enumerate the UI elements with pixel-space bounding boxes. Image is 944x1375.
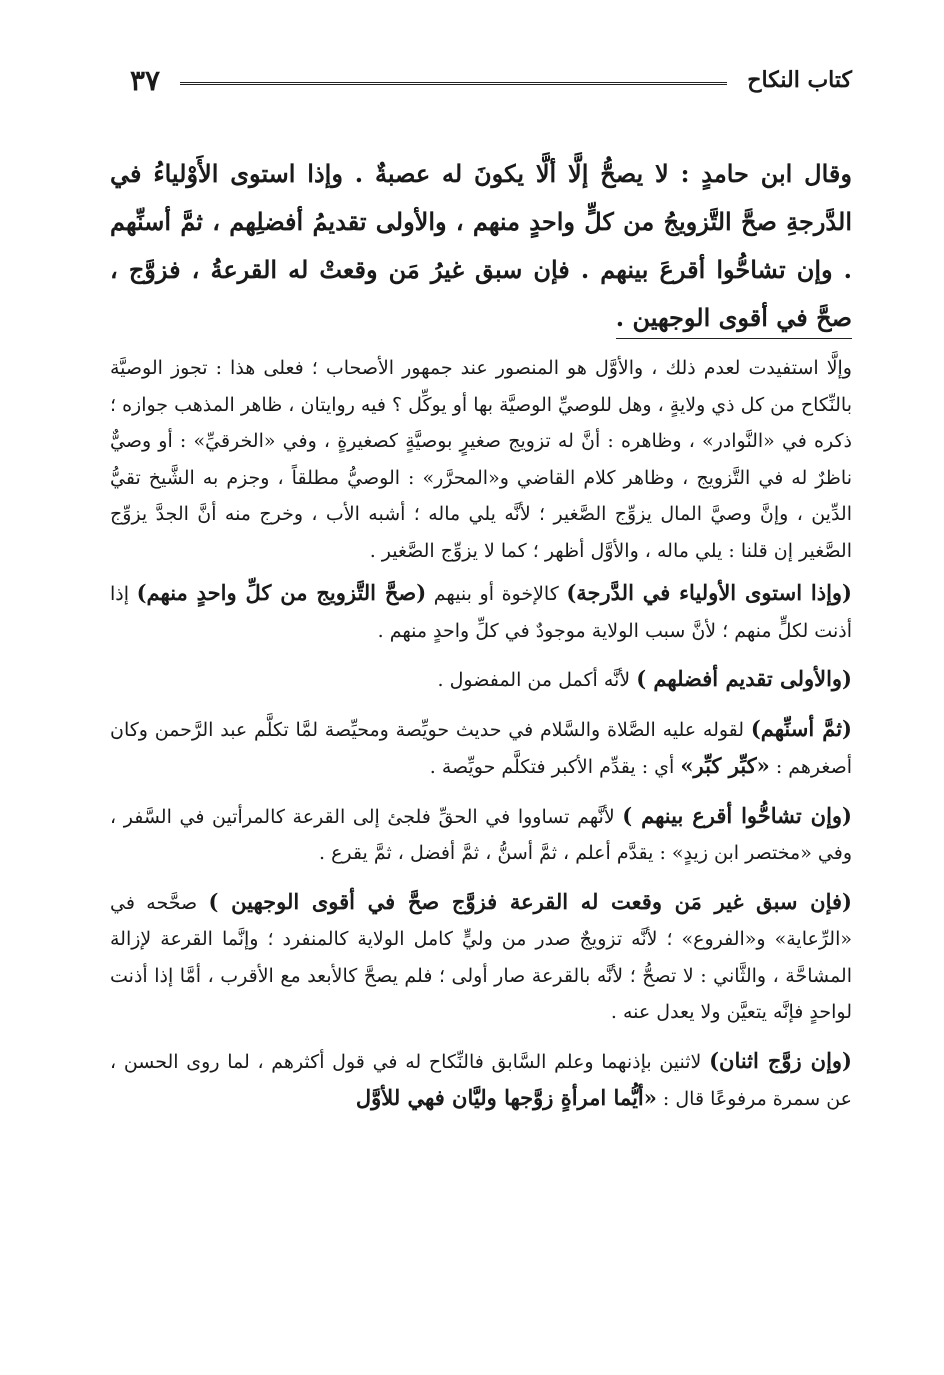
- commentary-text: لقوله عليه الصَّلاة والسَّلام في حديث حويِّصة ومحيِّصة لمَّا تكلَّم عبد الرَّحمن وكان أصغرهم :: [110, 718, 852, 778]
- page-header: [130, 50, 852, 110]
- running-title: كتاب النكاح: [747, 67, 852, 93]
- page-number: ٣٧: [130, 63, 161, 97]
- commentary-paragraph: [110, 575, 852, 649]
- quoted-matn-phrase: (والأولى تقديم أفضلهم ): [636, 666, 852, 691]
- header-rule: [180, 82, 727, 85]
- quoted-matn-phrase: (صحَّ التَّزويج من كلِّ واحدٍ منهم): [136, 580, 427, 605]
- quoted-matn-phrase: (ثمَّ أسنِّهم): [750, 715, 852, 741]
- commentary-text: وإلَّا استفيدت لعدم ذلك ، والأوَّل هو المنصور عند جمهور الأصحاب ؛ فعلى هذا : تجوز الوصيَّة بالنِّكاح من كل ذي ولايةٍ ، وهل للوصيِّ الوصيَّة بها أو يوكِّل ؟ فيه روايتان ، ظاهر المذهب جوازه ؛ ذكره في «النَّوادر» ، وظاهره : أنَّ له تزويج صغيرٍ بوصيَّةٍ كصغيرةٍ ، وفي «الخرقيِّ» : أو وصيٌّ ناظرٌ له في التَّزويج ، وظاهر كلام القاضي و«المحرَّر» : الوصيُّ مطلقاً ، وجزم به الشَّيخ تقيُّ الدِّين ، وإنَّ وصيَّ المال يزوِّج الصَّغير ؛ لأنَّه يلي ماله ؛ أشبه الأب ، وخرج منه أنَّ الجدَّ يزوِّج الصَّغير إن قلنا : يلي ماله ، والأوَّل أظهر ؛ كما لا يزوِّج الصَّغير .: [110, 357, 852, 562]
- commentary-paragraph: [110, 711, 852, 786]
- matn-separator-rule: [616, 338, 852, 339]
- matn-text: وقال ابن حامدٍ : لا يصحُّ إلَّا ألَّا يكونَ له عصبةٌ . وإذا استوى الأَوْلياءُ في الدَّرجةِ صحَّ التَّزويجُ من كلٍّ واحدٍ منهم ، والأولى تقديمُ أفضلِهم ، ثمَّ أسنِّهم . وإن تشاحُّوا أقرعَ بينهم . فإن سبق غيرُ مَن وقعتْ له القرعةُ ، فزوَّج ، صحَّ في أقوى الوجهين .: [110, 159, 852, 332]
- commentary-text: صحَّحه في «الرِّعاية» و«الفروع» ؛ لأنَّه تزويجٌ صدر من وليٍّ كامل الولاية كالمنفرد ؛ وإنَّما القرعة لإزالة المشاحَّة ، والثَّاني : لا تصحُّ ؛ لأنَّه بالقرعة صار أولى ؛ فلم يصحَّ كالأبعد مع الأقرب ، أمَّا إذا أذنت لواحدٍ فإنَّه يتعيَّن ولا يعدل عنه .: [110, 891, 852, 1023]
- quoted-matn-phrase: «كبِّر كبِّر»: [680, 753, 770, 778]
- commentary-paragraph: [110, 1043, 852, 1118]
- commentary-paragraph: [110, 350, 852, 569]
- commentary-text: أي : يقدِّم الأكبر فتكلَّم حويِّصة .: [429, 756, 681, 778]
- commentary-text: لأنَّهم تساووا في الحقِّ فلجئ إلى القرعة كالمرأتين في السَّفر ، وفي «مختصر ابن زيدٍ» : يقدَّم أعلم ، ثمَّ أسنُّ ، ثمَّ أفضل ، ثمَّ يقرع .: [110, 805, 852, 864]
- commentary-text: إذا أذنت لكلٍّ منهم ؛ لأنَّ سبب الولاية موجودٌ في كلِّ واحدٍ منهم .: [110, 583, 852, 642]
- commentary-text: لأنَّه أكمل من المفضول .: [437, 669, 637, 691]
- commentary-text: لاثنين بإذنهما وعلم السَّابق فالنِّكاح له في قول أكثرهم ، لما روى الحسن ، عن سمرة مرفوعًا قال :: [110, 1050, 852, 1110]
- quoted-matn-phrase: (وإذا استوى الأولياء في الدَّرجة): [566, 580, 852, 605]
- commentary-text: كالإخوة أو بنيهم: [426, 583, 567, 605]
- quoted-matn-phrase: «أيُّما امرأةٍ زوَّجها وليَّان فهي للأوَّل: [355, 1085, 657, 1110]
- quoted-matn-phrase: (وإن تشاحُّوا أقرع بينهم ): [622, 802, 852, 828]
- commentary-paragraph: [110, 884, 852, 1031]
- commentary: [110, 350, 852, 1130]
- commentary-paragraph: [110, 661, 852, 699]
- commentary-paragraph: [110, 798, 852, 872]
- quoted-matn-phrase: (فإن سبق غير مَن وقعت له القرعة فزوَّج صحَّ في أقوى الوجهين ): [208, 888, 852, 914]
- quoted-matn-phrase: (وإن زوَّج اثنان): [709, 1047, 852, 1073]
